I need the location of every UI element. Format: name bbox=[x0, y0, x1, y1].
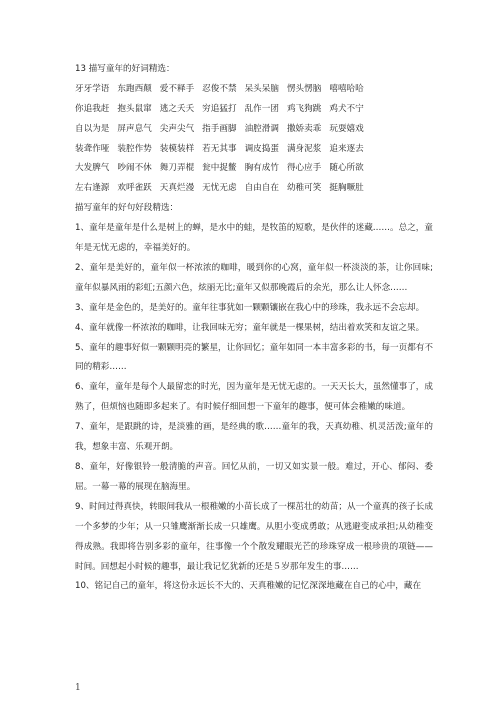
word-item: 装聋作哑 bbox=[75, 143, 110, 154]
word-item: 胸有成竹 bbox=[244, 163, 279, 174]
section-heading-words: 13 描写童年的好词精选： bbox=[75, 64, 175, 74]
word-item: 东跑西颠 bbox=[117, 83, 152, 94]
sentence-paragraph: 3、童年是金色的，是美好的。童年往事犹如一颗颗镶嵌在我心中的珍珠，我永远不会忘却。 bbox=[75, 302, 425, 313]
word-item: 指手画脚 bbox=[202, 123, 237, 134]
word-item: 装腔作势 bbox=[117, 143, 152, 154]
word-item: 呆头呆脑 bbox=[244, 83, 279, 94]
sentence-paragraph: 2、童年是美好的，童年似一杯浓浓的咖啡，暖到你的心窝，童年似一杯淡淡的茶，让你回味;童年似暴风雨的彩虹;五颜六色，炫丽无比;童年又似那晚霞后的余光，那么让人怀念…… bbox=[75, 262, 433, 293]
word-item: 大发脾气 bbox=[75, 163, 110, 174]
word-item: 逃之夭夭 bbox=[159, 103, 195, 114]
word-item: 鸡犬不宁 bbox=[329, 103, 364, 114]
word-row bbox=[75, 120, 433, 140]
word-item: 追来逐去 bbox=[329, 143, 364, 154]
word-item: 幼稚可笑 bbox=[286, 183, 322, 194]
word-item: 穷追猛打 bbox=[202, 103, 237, 114]
sentence-paragraph: 10、铭记自己的童年，将这份永远长不大的、天真稚嫩的记忆深深地藏在自己的心中，藏在 bbox=[75, 581, 422, 592]
word-item: 得心应手 bbox=[286, 163, 322, 174]
word-item: 瓮中捉鳖 bbox=[202, 163, 237, 174]
word-item: 挺胸噘肚 bbox=[329, 183, 364, 194]
sentence-paragraph: 1、童年是童年是什么是树上的蝉，是水中的蛙，是牧笛的短歌，是伙伴的迷藏……。总之，童年是无忧无虑的，幸福美好的。 bbox=[75, 223, 433, 254]
word-row bbox=[75, 140, 433, 160]
word-item: 抱头鼠窜 bbox=[117, 103, 152, 114]
word-item: 忍俊不禁 bbox=[202, 83, 237, 94]
word-item: 自以为是 bbox=[75, 123, 110, 134]
word-item: 自由自在 bbox=[244, 183, 279, 194]
word-item: 随心所欲 bbox=[329, 163, 364, 174]
word-item: 乱作一团 bbox=[244, 103, 279, 114]
sentence-paragraph: 5、童年的趣事好似一颗颗明亮的繁星，让你回忆；童年如同一本丰富多彩的书，每一页都有不同的精彩…… bbox=[75, 342, 433, 373]
word-item: 满身泥浆 bbox=[286, 143, 322, 154]
page-number: 1 bbox=[75, 683, 81, 693]
word-item: 屏声息气 bbox=[117, 123, 152, 134]
sentence-paragraph: 6、童年，童年是每个人最留恋的时光，因为童年是无忧无虑的。一天天长大，虽然懂事了，成熟了，但烦恼也随即多起来了。有时候仔细回想一下童年的趣事，便可体会稚嫩的味道。 bbox=[75, 382, 433, 413]
word-item: 若无其事 bbox=[202, 143, 237, 154]
word-item: 舞刀弄棍 bbox=[159, 163, 195, 174]
sentence-paragraph: 7、童年，是跟跳的诗，是淡雅的画，是经典的歌……童年的我，天真幼稚、机灵活泼;童年的我，想象丰富、乐观开朗。 bbox=[75, 422, 433, 453]
word-item: 吵闹不休 bbox=[117, 163, 152, 174]
word-item: 爱不释手 bbox=[159, 83, 195, 94]
word-item: 油腔滑调 bbox=[244, 123, 279, 134]
word-row bbox=[75, 159, 433, 179]
word-item: 你追我赶 bbox=[75, 103, 110, 114]
word-item: 愣头愣脑 bbox=[286, 83, 322, 94]
sentence-paragraph: 8、童年，好像银铃一般清脆的声音。回忆从前，一切又如实景一般。难过，开心、郁闷、委屈。一幕一幕的展现在脑海里。 bbox=[75, 462, 433, 492]
word-item: 嘻嘻哈哈 bbox=[329, 83, 364, 94]
document-body bbox=[75, 60, 433, 597]
word-item: 装模装样 bbox=[159, 143, 195, 154]
word-item: 欢呼雀跃 bbox=[117, 183, 152, 194]
word-row bbox=[75, 80, 433, 100]
word-item: 鸡飞狗跳 bbox=[286, 103, 322, 114]
sentence-paragraph: 4、童年就像一杯浓浓的咖啡，让我回味无穷；童年就是一棵果树，结出着欢笑和友谊之果。 bbox=[75, 322, 425, 333]
word-item: 左右逢源 bbox=[75, 183, 110, 194]
word-item: 调皮捣蛋 bbox=[244, 143, 279, 154]
word-item: 无忧无虑 bbox=[202, 183, 237, 194]
section-heading-sentences: 描写童年的好句好段精选： bbox=[75, 203, 179, 214]
word-item: 尖声尖气 bbox=[159, 123, 195, 134]
word-item: 撒娇卖乖 bbox=[286, 123, 322, 134]
sentence-list bbox=[75, 219, 433, 597]
word-item: 牙牙学语 bbox=[75, 83, 110, 94]
sentence-paragraph: 9、时间过得真快，转眼间我从一根稚嫩的小苗长成了一棵茁壮的幼苗；从一个童真的孩子长成一个多梦的少年；从一只雏鹰渐渐长成一只雄鹰。从胆小变成勇敢；从逃避变成承担;从幼稚变得成熟。我即将告别多彩的童年，往事像一个个散发耀眼光芒的珍珠穿成一根珍贵的项链——时间。回想起小时候的趣事，最让我记忆犹新的还是５岁那年发生的事…… bbox=[75, 501, 433, 572]
word-item: 天真烂漫 bbox=[159, 183, 195, 194]
word-row bbox=[75, 179, 433, 199]
word-item: 玩耍嬉戏 bbox=[329, 123, 364, 134]
word-list bbox=[75, 80, 433, 199]
word-row bbox=[75, 100, 433, 120]
